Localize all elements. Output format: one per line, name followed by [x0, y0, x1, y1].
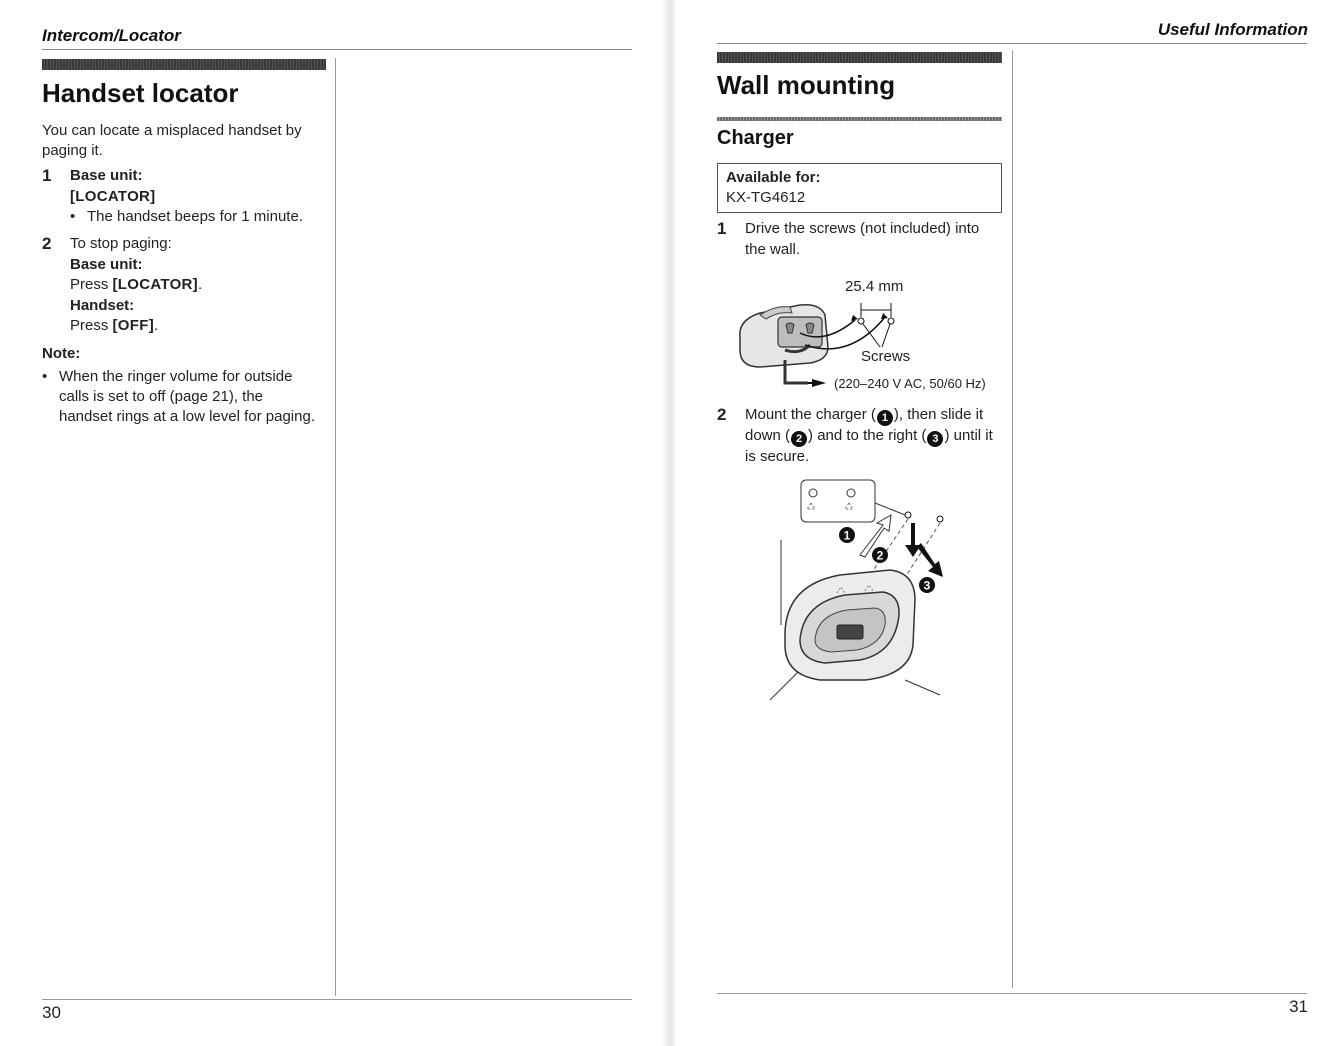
available-for-label: Available for: [726, 169, 821, 186]
left-head-rule [42, 49, 632, 50]
right-step-1 [717, 219, 1007, 260]
left-section-title: Handset locator [42, 78, 239, 108]
step-marker-2-icon: 2 [791, 431, 807, 447]
screw-icon [858, 318, 864, 324]
right-step-2-text-c: down ( [745, 427, 791, 444]
left-step-2-line1: To stop paging: [70, 235, 172, 252]
left-step-1-key: [LOCATOR] [70, 187, 156, 205]
left-note-heading: Note: [42, 345, 81, 362]
power-label: (220–240 V AC, 50/60 Hz) [834, 376, 986, 391]
bullet-dot-icon: • [70, 208, 76, 225]
slide-right-arrow-icon [917, 543, 943, 577]
marker-1-text: 1 [843, 528, 851, 543]
marker-2-text: 2 [876, 548, 884, 563]
left-column-rule [335, 58, 336, 996]
left-step-2-handset-key: [OFF] [112, 317, 154, 334]
dimension-label: 25.4 mm [845, 278, 904, 295]
screw-icon [937, 516, 943, 522]
left-step-2-handset-label: Handset: [70, 296, 135, 314]
inset-leader [875, 503, 905, 515]
arrow-head-right [881, 313, 888, 319]
available-for-box [717, 163, 1002, 213]
left-step-1-bullet-text: The handset beeps for 1 minute. [87, 208, 303, 225]
screws-callout-right [882, 324, 890, 347]
right-step-2-text-a: Mount the charger ( [745, 406, 876, 423]
bullet-dot-icon: • [42, 368, 48, 385]
left-note [42, 367, 337, 427]
left-step-2-base-key: [LOCATOR] [112, 276, 198, 293]
left-running-head: Intercom/Locator [42, 26, 181, 45]
right-step-2-number: 2 [717, 405, 727, 424]
screws-label: Screws [861, 348, 911, 365]
left-intro: You can locate a misplaced handset by paging it. [42, 122, 302, 159]
screw-icon [905, 512, 911, 518]
step-marker-1-icon: 1 [877, 410, 893, 426]
step-marker-3-icon: 3 [927, 431, 943, 447]
right-footer-rule [717, 993, 1307, 994]
mounting-diagram-svg [765, 475, 975, 705]
keyhole-slot-left [786, 323, 794, 333]
right-step-2 [717, 405, 1009, 468]
right-step-1-line1: Drive the screws (not included) into [745, 220, 980, 237]
left-page [0, 0, 665, 1046]
right-step-1-line2: the wall. [745, 240, 801, 258]
left-step-1-number: 1 [42, 166, 52, 185]
left-note-line1: When the ringer volume for outside [59, 368, 293, 385]
charger-contacts [837, 625, 863, 639]
left-step-2 [42, 234, 332, 337]
left-note-bullet [42, 367, 337, 427]
left-step-1 [42, 166, 332, 228]
right-step-2-line1 [745, 405, 1009, 426]
right-running-head: Useful Information [1157, 20, 1308, 39]
left-page-number: 30 [42, 1003, 61, 1022]
slot-inset-box [801, 480, 875, 522]
left-step-2-base-label: Base unit: [70, 255, 143, 273]
right-head-rule [717, 43, 1307, 44]
right-section-bar [717, 52, 1002, 63]
left-step-1-label: Base unit: [70, 167, 143, 184]
screw-icon [888, 318, 894, 324]
left-note-line2: calls is set to off (page 21), the [59, 388, 264, 405]
left-footer-rule [42, 999, 632, 1000]
left-step-2-press-word-2: Press [70, 317, 109, 334]
marker-3-text: 3 [923, 578, 931, 593]
available-for-model: KX-TG4612 [726, 189, 806, 206]
right-step-2-line3: is secure. [745, 448, 810, 465]
right-step-2-text-d: ) and to the right ( [808, 427, 927, 444]
right-step-1-number: 1 [717, 219, 727, 238]
right-page [675, 0, 1340, 1046]
left-note-line3: handset rings at a low level for paging. [59, 408, 315, 425]
right-page-number: 31 [1289, 997, 1308, 1016]
right-column-rule [1012, 50, 1013, 988]
left-section-bar [42, 59, 326, 70]
left-step-2-press-word: Press [70, 276, 109, 293]
screw-diagram [730, 275, 1010, 400]
slide-down-arrow-icon [905, 523, 921, 557]
right-section-title: Wall mounting [717, 70, 896, 100]
right-step-2-line2 [745, 426, 1009, 447]
right-step-2-text-e: ) until it [944, 427, 993, 444]
mounting-diagram [765, 475, 975, 705]
right-step-2-text-b: ), then slide it [893, 406, 984, 423]
charger-mount-plate [778, 317, 822, 347]
left-step-2-base-press: Press [LOCATOR]. [70, 276, 203, 293]
keyhole-slot-right [806, 323, 814, 333]
right-sub-bar [717, 117, 1002, 121]
floor-line-right [905, 680, 940, 695]
left-step-1-bullet [70, 207, 332, 228]
left-step-2-number: 2 [42, 234, 52, 253]
right-sub-title: Charger [717, 127, 794, 149]
left-step-2-handset-press: Press [OFF]. [70, 317, 159, 334]
